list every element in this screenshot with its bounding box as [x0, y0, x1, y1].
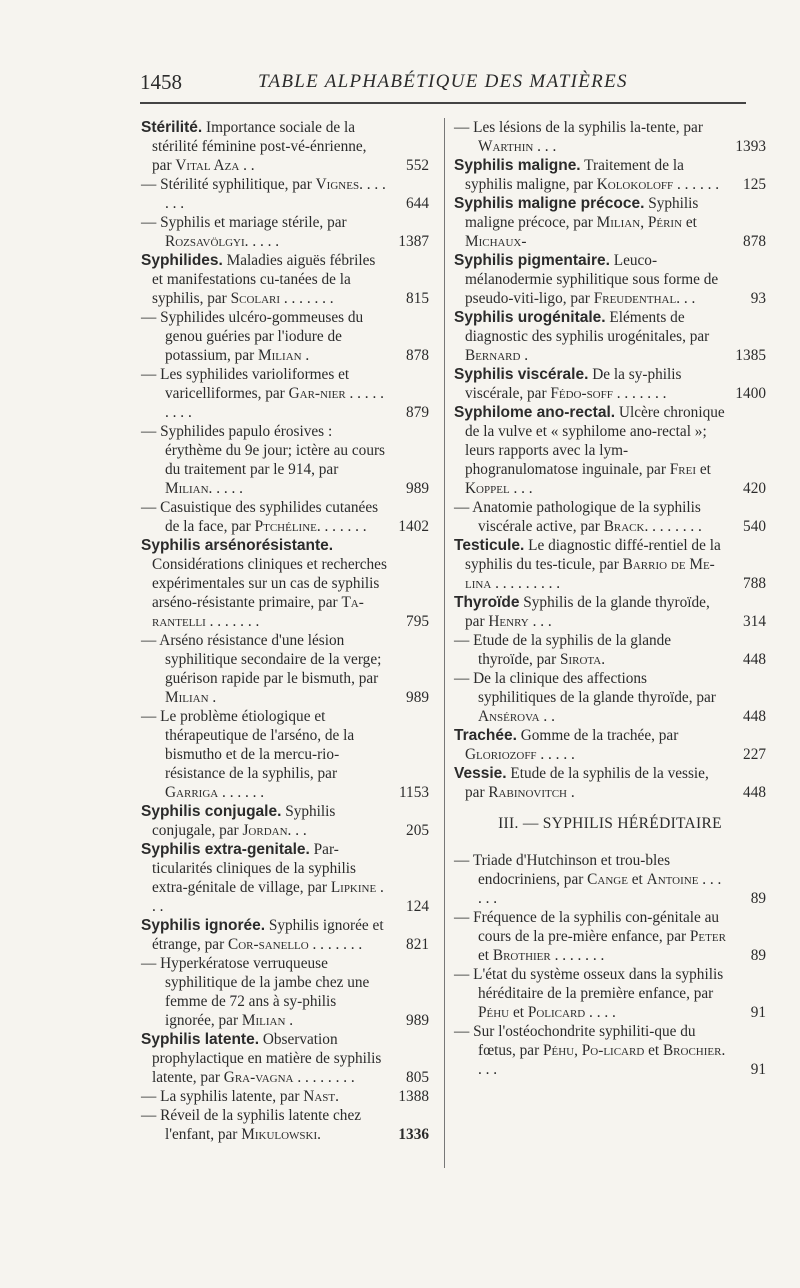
entry-keyword: Syphilis pigmentaire.	[454, 252, 610, 269]
entry-author: Koppel	[465, 480, 510, 497]
entry-leader-dots: . . . . . . .	[308, 936, 363, 953]
entry-page-number: 89	[750, 890, 766, 907]
entry-page-number: 125	[743, 176, 766, 193]
entry-author: Milian	[165, 480, 209, 497]
entry-text: Importance sociale de la stérilité féminine post-vé-énrienne, par	[152, 119, 367, 174]
entry-keyword: Vessie.	[454, 765, 507, 782]
entry-author: Cange	[587, 871, 628, 888]
entry-leader-dots: . . . . . . .	[165, 176, 386, 212]
index-entry	[454, 764, 766, 802]
right-column	[454, 118, 766, 1079]
entry-leader-dots: . . . . . .	[478, 871, 722, 907]
entry-page-number: 448	[743, 651, 766, 668]
entry-leader-dots: .	[208, 689, 217, 706]
entry-text: — Fréquence de la syphilis con-génitale au cours de la pre-mière enfance, par	[454, 909, 720, 945]
entry-author: Brochier	[662, 1042, 722, 1059]
entry-text: Syphilis maligne précoce, par	[465, 195, 699, 231]
entry-author: Milian	[241, 1012, 286, 1029]
entry-author: Ptchéline	[254, 518, 317, 535]
entry-author: Bernard	[465, 347, 521, 364]
index-entry	[141, 1106, 429, 1144]
entry-author: Péhu	[478, 1004, 510, 1021]
index-entry	[454, 194, 766, 251]
entry-author: Michaux-	[465, 233, 527, 250]
index-entry	[141, 954, 429, 1030]
entry-connector: et	[509, 1004, 528, 1021]
entry-page-number: 878	[406, 347, 429, 364]
entry-leader-dots: . . .	[509, 480, 533, 497]
entry-leader-dots: . . . . . . .	[612, 385, 667, 402]
entry-page-number: 205	[406, 822, 429, 839]
entry-author: Scolari	[230, 290, 281, 307]
entry-keyword: Stérilité.	[141, 119, 203, 136]
entry-author: Rozsavölgyi	[165, 233, 245, 250]
entry-author: Vital Aza	[175, 157, 240, 174]
entry-leader-dots: . . . . . . .	[205, 613, 260, 630]
entry-text: De la sy-philis viscérale, par	[465, 366, 682, 402]
entry-connector: et	[627, 871, 647, 888]
entry-page-number: 644	[406, 195, 429, 212]
entry-leader-dots: . . . . . . . . .	[165, 385, 384, 421]
entry-leader-dots: . . . .	[585, 1004, 616, 1021]
index-entry	[141, 175, 429, 213]
entry-page-number: 879	[406, 404, 429, 421]
index-entry	[454, 536, 766, 593]
entry-author: Fédo-soff	[550, 385, 613, 402]
entry-text: — Etude de la syphilis de la glande thyroïde, par	[454, 632, 672, 668]
entry-page-number: 93	[750, 290, 766, 307]
entry-text: Eléments de diagnostic des syphilis urogénitales, par	[465, 309, 710, 345]
entry-author: Sirota.	[559, 651, 606, 668]
index-entry	[141, 118, 429, 175]
entry-text: Considérations cliniques et recherches expérimentales sur un cas de syphilis arséno-résistante primaire, par	[152, 556, 387, 611]
entry-text: — Syphilides papulo érosives : érythème du 9e jour; ictère au cours du traitement par le 914, par	[141, 423, 386, 478]
entry-leader-dots: . . . . .	[208, 480, 243, 497]
entry-page-number: 805	[406, 1069, 429, 1086]
entry-page-number: 448	[743, 708, 766, 725]
entry-leader-dots: . . . . .	[244, 233, 280, 250]
index-entry	[454, 403, 766, 498]
entry-page-number: 821	[406, 936, 429, 953]
entry-author: Nast.	[303, 1088, 339, 1105]
index-entry	[454, 251, 766, 308]
section-heading: III. — SYPHILIS HÉRÉDITAIRE	[498, 815, 722, 832]
entry-author: Brack	[603, 518, 645, 535]
entry-author: Ansérova	[478, 708, 540, 725]
entry-text: — L'état du système osseux dans la syphilis héréditaire de la première enfance, par	[454, 966, 724, 1002]
entry-leader-dots: .	[285, 1012, 294, 1029]
entry-leader-dots: .	[520, 347, 529, 364]
entry-connector: et	[696, 461, 711, 478]
entry-text: — Anatomie pathologique de la syphilis viscérale active, par	[454, 499, 701, 535]
entry-connector: et	[644, 1042, 663, 1059]
entry-page-number: 1387	[398, 233, 429, 250]
entry-leader-dots: . . . . . . .	[550, 947, 605, 964]
entry-leader-dots: . . .	[287, 822, 307, 839]
entry-text: Syphilis ignorée et étrange, par	[152, 917, 384, 953]
entry-connector: ,	[574, 1042, 582, 1059]
index-entry	[141, 707, 429, 802]
entry-page-number: 420	[743, 480, 766, 497]
entry-keyword: Trachée.	[454, 727, 517, 744]
index-entry	[141, 916, 429, 954]
entry-leader-dots: . . .	[528, 613, 552, 630]
entry-leader-dots: . . . .	[478, 1042, 726, 1078]
index-entry	[141, 802, 429, 840]
entry-author: Po-licard	[581, 1042, 645, 1059]
entry-author: Milian	[596, 214, 641, 231]
entry-page-number: 124	[406, 898, 429, 915]
entry-leader-dots: .	[301, 347, 310, 364]
entry-keyword: Testicule.	[454, 537, 525, 554]
entry-keyword: Syphilis maligne.	[454, 157, 581, 174]
entry-connector: ,	[640, 214, 648, 231]
entry-leader-dots: . . . . . . . . .	[491, 575, 561, 592]
entry-text: — Sur l'ostéochondrite syphiliti-que du fœtus, par	[454, 1023, 696, 1059]
index-entry	[454, 308, 766, 365]
entry-text: — Casuistique des syphilides cutanées de la face, par	[141, 499, 379, 535]
entry-page-number: 795	[406, 613, 429, 630]
entry-keyword: Syphilis ignorée.	[141, 917, 266, 934]
entry-keyword: Syphilis extra-genitale.	[141, 841, 310, 858]
entry-author: Henry	[488, 613, 529, 630]
entry-connector: et	[682, 214, 697, 231]
entry-page-number: 448	[743, 784, 766, 801]
index-entry	[141, 1030, 429, 1087]
entry-author: Frei	[669, 461, 696, 478]
index-entry	[454, 365, 766, 403]
entry-author: Ta-rantelli	[152, 594, 364, 630]
index-entry	[141, 422, 429, 498]
entry-page-number: 878	[743, 233, 766, 250]
entry-text: Ulcère chronique de la vulve et « syphilome ano-rectal »; leurs rapports avec la lym-phogranulomatose inguinale, par	[465, 404, 725, 478]
entry-author: Périn	[647, 214, 683, 231]
entry-page-number: 1402	[398, 518, 429, 535]
entry-leader-dots: . . . . . .	[673, 176, 720, 193]
entry-text: Le diagnostic diffé-rentiel de la syphilis du tes-ticule, par	[465, 537, 721, 573]
index-entry	[141, 1087, 429, 1106]
entry-text: Par-ticularités cliniques de la syphilis extra-génitale de village, par	[152, 841, 356, 896]
left-column	[141, 118, 429, 1144]
index-entry	[141, 308, 429, 365]
entry-author: Gra-vagna	[223, 1069, 294, 1086]
entry-author: Milian	[165, 689, 209, 706]
entry-keyword: Syphilome ano-rectal.	[454, 404, 616, 421]
entry-text: — Syphilides ulcéro-gommeuses du genou guéries par l'iodure de potassium, par	[141, 309, 364, 364]
entry-keyword: Syphilis viscérale.	[454, 366, 589, 383]
entry-author: Lipkine	[330, 879, 377, 896]
entry-text: — Syphilis et mariage stérile, par	[141, 214, 347, 231]
entry-author: Rabinovitch	[488, 784, 568, 801]
entry-page-number: 1400	[735, 385, 766, 402]
index-entry	[141, 498, 429, 536]
index-entry	[141, 365, 429, 422]
entry-page-number: 1385	[735, 347, 766, 364]
entry-leader-dots: . . . . .	[536, 746, 575, 763]
index-entry	[454, 156, 766, 194]
index-entry	[454, 593, 766, 631]
index-entry	[454, 498, 766, 536]
entry-page-number: 989	[406, 689, 429, 706]
entry-author: Vignes	[315, 176, 360, 193]
entry-page-number: 815	[406, 290, 429, 307]
entry-author: Barrio de Me-lina	[465, 556, 715, 592]
entry-page-number: 1388	[398, 1088, 429, 1105]
entry-page-number: 1393	[735, 138, 766, 155]
page-header	[140, 70, 744, 100]
entry-author: Gloriozoff	[465, 746, 537, 763]
entry-author: Garriga	[165, 784, 219, 801]
entry-text: Gomme de la trachée, par	[516, 727, 679, 744]
entry-text: — Les syphilides varioliformes et varicelliformes, par	[141, 366, 350, 402]
entry-author: Peter	[689, 928, 726, 945]
entry-author: Freudenthal	[593, 290, 677, 307]
entry-leader-dots: . .	[539, 708, 555, 725]
entry-text: — Les lésions de la syphilis la-tente, par	[454, 119, 703, 136]
entry-text: — De la clinique des affections syphilitiques de la glande thyroïde, par	[454, 670, 716, 706]
entry-leader-dots: . . . . . .	[218, 784, 265, 801]
page-number: 1458	[140, 70, 182, 94]
index-entry	[454, 726, 766, 764]
entry-leader-dots: .	[567, 784, 575, 801]
running-title: TABLE ALPHABÉTIQUE DES MATIÈRES	[258, 71, 628, 92]
header-rule	[140, 102, 746, 104]
entry-text: — Réveil de la syphilis latente chez l'enfant, par	[141, 1107, 362, 1143]
index-entry	[454, 631, 766, 669]
entry-text: — Hyperkératose verruqueuse syphilitique de la jambe chez une femme de 72 ans à sy-philis ignorée, par	[141, 955, 370, 1029]
entry-keyword: Syphilis urogénitale.	[454, 309, 606, 326]
index-entry	[141, 251, 429, 308]
entry-page-number: 91	[750, 1061, 766, 1078]
entry-text: Traitement de la syphilis maligne, par	[465, 157, 684, 193]
entry-page-number: 552	[406, 157, 429, 174]
entry-text: Maladies aiguës fébriles et manifestations cu-tanées de la syphilis, par	[152, 252, 376, 307]
entry-author: Policard	[527, 1004, 586, 1021]
index-entry	[454, 908, 766, 965]
index-entry	[141, 631, 429, 707]
entry-text: — Le problème étiologique et thérapeutique de l'arséno, de la bismutho et de la mercu-rio-résistance de la syphilis, par	[141, 708, 355, 782]
entry-author: Kolokoloff	[596, 176, 674, 193]
column-divider	[444, 118, 445, 1168]
entry-author: Gar-nier	[288, 385, 346, 402]
entry-page-number: 1336	[398, 1126, 429, 1143]
entry-keyword: Syphilides.	[141, 252, 223, 269]
index-entry	[454, 851, 766, 908]
index-entry	[141, 213, 429, 251]
index-entry	[454, 1022, 766, 1079]
entry-author: Warthin	[478, 138, 534, 155]
entry-page-number: 989	[406, 1012, 429, 1029]
entry-text: — La syphilis latente, par	[141, 1088, 304, 1105]
entry-text: Etude de la syphilis de la vessie, par	[465, 765, 709, 801]
entry-author: Milian	[258, 347, 302, 364]
entry-keyword: Syphilis conjugale.	[141, 803, 282, 820]
entry-page-number: 989	[406, 480, 429, 497]
index-entry	[141, 536, 429, 631]
entry-author: Antoine	[646, 871, 699, 888]
entry-text: Syphilis de la glande thyroïde, par	[465, 594, 710, 630]
entry-page-number: 540	[743, 518, 766, 535]
entry-leader-dots: . . .	[676, 290, 696, 307]
entry-leader-dots: . . . . . . . .	[644, 518, 702, 535]
entry-text: — Arséno résistance d'une lésion syphilitique secondaire de la verge; guérison rapide par le bismuth, par	[141, 632, 382, 687]
entry-page-number: 788	[743, 575, 766, 592]
entry-author: Mikulowski.	[241, 1126, 321, 1143]
entry-leader-dots: . . .	[152, 879, 384, 915]
entry-keyword: Thyroïde	[454, 594, 520, 611]
index-entry	[454, 669, 766, 726]
entry-page-number: 314	[743, 613, 766, 630]
index-entry	[454, 118, 766, 156]
entry-leader-dots: . . . . . . .	[280, 290, 334, 307]
entry-leader-dots: . .	[239, 157, 255, 174]
index-entry	[141, 840, 429, 916]
entry-author: Brothier	[492, 947, 551, 964]
entry-text: Leuco-mélanodermie syphilitique sous forme de pseudo-viti-ligo, par	[465, 252, 719, 307]
entry-page-number: 91	[750, 1004, 766, 1021]
entry-text: Syphilis conjugale, par	[152, 803, 336, 839]
entry-author: Péhu	[543, 1042, 575, 1059]
entry-page-number: 227	[743, 746, 766, 763]
entry-keyword: Syphilis latente.	[141, 1031, 260, 1048]
entry-page-number: 1153	[398, 784, 429, 801]
entry-author: Jordan	[242, 822, 288, 839]
entry-leader-dots: . . . . . . . .	[293, 1069, 355, 1086]
entry-leader-dots: . . . . . . .	[316, 518, 367, 535]
entry-text: Observation prophylactique en matière de syphilis latente, par	[152, 1031, 382, 1086]
entry-text: — Stérilité syphilitique, par	[141, 176, 316, 193]
entry-keyword: Syphilis arsénorésistante.	[141, 537, 334, 554]
entry-page-number: 89	[750, 947, 766, 964]
entry-text: — Triade d'Hutchinson et trou-bles endocriniens, par	[454, 852, 671, 888]
entry-author: Cor-sanello	[228, 936, 309, 953]
entry-leader-dots: . . .	[533, 138, 557, 155]
entry-keyword: Syphilis maligne précoce.	[454, 195, 645, 212]
entry-connector: et	[478, 947, 493, 964]
index-entry	[454, 965, 766, 1022]
